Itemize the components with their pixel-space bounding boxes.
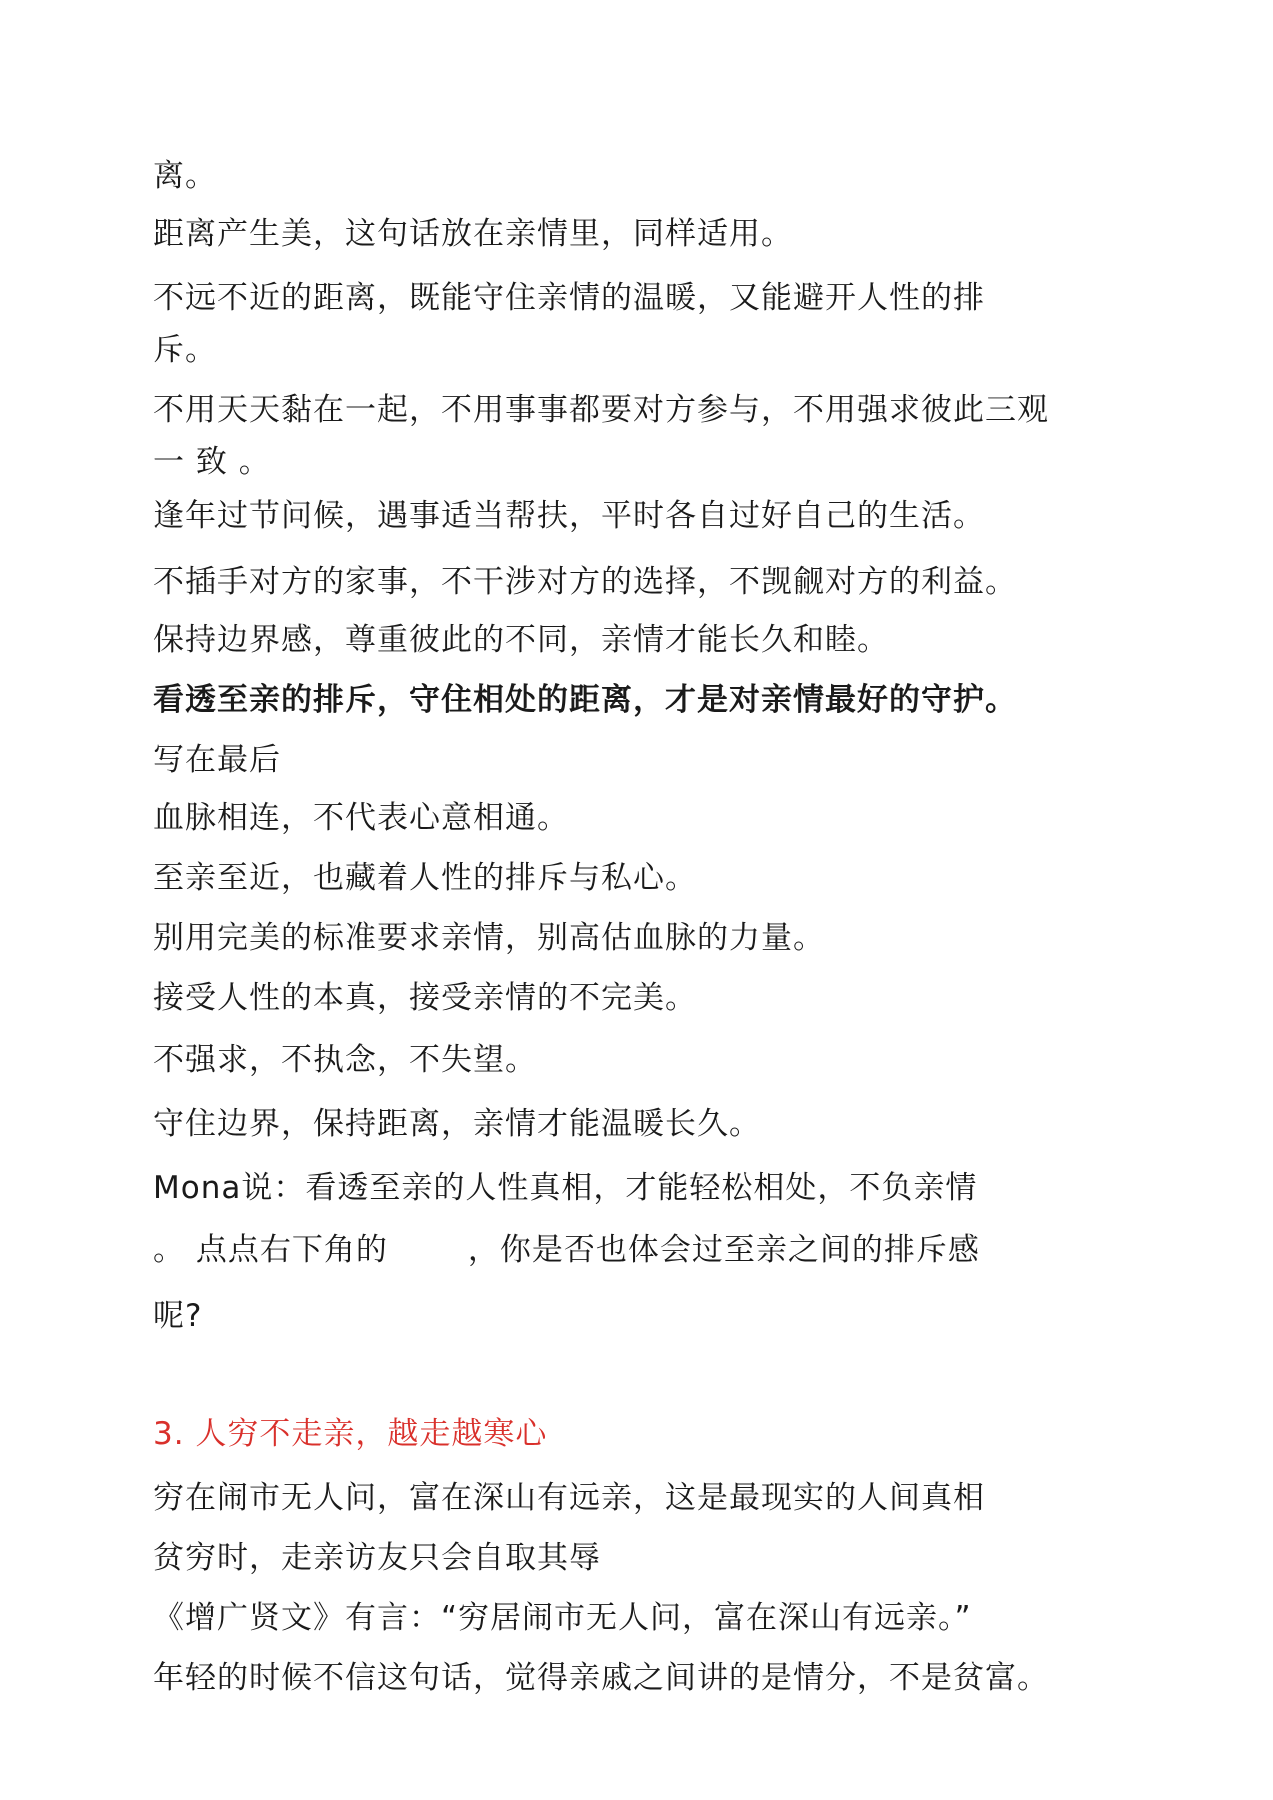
text-line: 不强求，不执念，不失望。 xyxy=(153,1042,537,1078)
text-line: 呢? xyxy=(153,1298,203,1334)
text-line: 保持边界感，尊重彼此的不同，亲情才能长久和睦。 xyxy=(153,622,889,658)
bold-text-line: 看透至亲的排斥，守住相处的距离，才是对亲情最好的守护。 xyxy=(153,682,1017,718)
cta-text-end: ，你是否也体会过至亲之间的排斥感 xyxy=(467,1232,980,1268)
text-line: 距离产生美，这句话放在亲情里，同样适用。 xyxy=(153,216,793,252)
text-line: 不用天天黏在一起，不用事事都要对方参与，不用强求彼此三观 xyxy=(153,392,1049,428)
text-line: 守住边界，保持距离，亲情才能温暖长久。 xyxy=(153,1106,761,1142)
text-line: Mona说：看透至亲的人性真相，才能轻松相处，不负亲情 xyxy=(153,1170,978,1206)
cta-line xyxy=(153,1230,980,1270)
text-line: 至亲至近，也藏着人性的排斥与私心。 xyxy=(153,860,697,896)
text-line: 穷在闹市无人问，富在深山有远亲，这是最现实的人间真相 xyxy=(153,1480,985,1516)
text-line: 血脉相连，不代表心意相通。 xyxy=(153,800,569,836)
text-line: 别用完美的标准要求亲情，别高估血脉的力量。 xyxy=(153,920,825,956)
section-heading: 3. 人穷不走亲，越走越寒心 xyxy=(153,1416,548,1452)
text-line: 年轻的时候不信这句话，觉得亲戚之间讲的是情分，不是贫富。 xyxy=(153,1660,1049,1696)
cta-text-start: 。 点点右下角的 xyxy=(153,1232,388,1268)
text-line: 一 致 。 xyxy=(153,444,271,480)
text-line: 不远不近的距离，既能守住亲情的温暖，又能避开人性的排 xyxy=(153,280,985,316)
text-line: 不插手对方的家事，不干涉对方的选择，不觊觎对方的利益。 xyxy=(153,564,1017,600)
text-line: 逢年过节问候，遇事适当帮扶，平时各自过好自己的生活。 xyxy=(153,498,985,534)
text-line: 斥。 xyxy=(153,332,217,368)
text-line: 接受人性的本真，接受亲情的不完美。 xyxy=(153,980,697,1016)
text-line: 贫穷时，走亲访友只会自取其辱 xyxy=(153,1540,601,1576)
text-line: 《增广贤文》有言：“穷居闹市无人问，富在深山有远亲。” xyxy=(153,1600,972,1636)
text-line: 离。 xyxy=(153,158,217,194)
text-line: 写在最后 xyxy=(153,742,281,778)
